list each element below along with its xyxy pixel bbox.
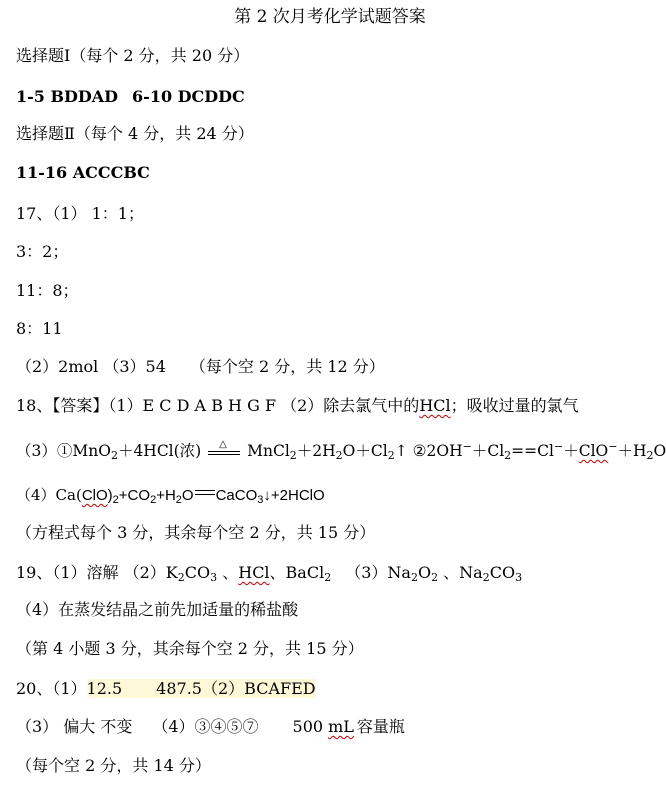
q20-part12 <box>16 678 316 700</box>
eq4-caco3: CaCO <box>215 487 258 504</box>
sub: 2 <box>110 449 118 462</box>
equals-icon <box>194 487 216 499</box>
answers-1-5: 1-5 BDDAD <box>16 87 119 106</box>
q19-score: （第 4 小题 3 分，其余每个空 2 分，共 15 分） <box>16 639 364 658</box>
q19-na2co3: 、Na <box>443 563 483 582</box>
q20-values-highlight <box>87 679 316 698</box>
sub: 3 <box>515 571 523 584</box>
q19-sep: 、 <box>222 563 239 582</box>
q18-hcl: HCl <box>419 396 451 415</box>
eq4-co2: +CO <box>118 487 151 504</box>
q18-score: （方程式每个 3 分，其余每个空 2 分，共 15 分） <box>16 523 376 542</box>
q19-na2o2: （3）Na <box>345 563 411 582</box>
sub: 2 <box>410 571 418 584</box>
sub: 2 <box>324 571 332 584</box>
eq4-o: O <box>181 487 194 504</box>
q19-co3: CO <box>489 563 516 582</box>
eq4-clo: ClO <box>81 487 108 504</box>
page-title: 第 2 次月考化学试题答案 <box>234 7 426 27</box>
q18-part12 <box>16 395 579 417</box>
eq4-hclo: ↓+2HClO <box>263 487 325 504</box>
gas-arrow: ↑ <box>394 442 408 460</box>
eq-mno2: （3）①MnO <box>16 442 111 460</box>
sub: 3 <box>210 571 218 584</box>
eq-plus-h: ＋H <box>617 442 647 460</box>
sub: 2 <box>150 494 157 506</box>
q18-equation-3 <box>16 440 666 462</box>
q19-bacl2: 、BaCl <box>269 563 325 582</box>
q20-part3: （3） 偏大 不变 <box>16 717 133 736</box>
q20-order: （2）BCAFED <box>201 679 316 698</box>
sub: 2 <box>646 449 654 462</box>
q19-hcl: HCl <box>238 563 270 582</box>
q20-prefix: 20、（1） <box>16 679 87 698</box>
eq-plus: ＋ <box>563 442 579 460</box>
sub: 2 <box>175 494 182 506</box>
eq-o: O <box>653 442 666 460</box>
q18-equation-4 <box>16 484 325 507</box>
sub: 2 <box>112 494 119 506</box>
section1-header: 选择题Ⅰ（每个 2 分，共 20 分） <box>16 46 250 65</box>
q20-flask: 容量瓶 <box>356 717 405 736</box>
eq4-ca: （4）Ca( <box>16 486 82 504</box>
eq-hcl-conc: ＋4HCl(浓) <box>117 442 202 460</box>
sub: 2 <box>431 571 439 584</box>
sub: 2 <box>482 571 490 584</box>
q19-co: CO <box>184 563 211 582</box>
delta-icon: △ <box>219 439 227 450</box>
eq-2oh: ②2OH <box>412 442 463 460</box>
section2-answers: 11-16 ACCCBC <box>16 163 150 182</box>
q17-part1: 17、（1） 1：1； <box>16 204 144 223</box>
q17-ratio-2: 3：2； <box>16 242 69 261</box>
heat-equals-icon <box>206 440 242 458</box>
q19-k2co3: 19、（1）溶解 （2）K <box>16 563 178 582</box>
eq-h2o: ＋2H <box>296 442 336 460</box>
eq-mncl2: MnCl <box>247 442 290 460</box>
q20-score: （每个空 2 分，共 14 分） <box>16 756 211 775</box>
q17-ratio-3: 11：8； <box>16 281 79 300</box>
q20-v2: 487.5 <box>156 679 202 698</box>
sub: 2 <box>335 449 343 462</box>
sub: 2 <box>387 449 395 462</box>
q20-ml: mL <box>328 717 354 736</box>
sup: − <box>462 440 472 453</box>
eq-cl-ion: ==Cl <box>511 442 554 460</box>
section2-header: 选择题Ⅱ（每个 4 分，共 24 分） <box>16 124 254 143</box>
section1-answers <box>16 86 245 108</box>
sup: − <box>608 440 618 453</box>
eq4-paren: ) <box>107 487 113 504</box>
q17-answers: （2）2mol （3）54 <box>16 357 166 376</box>
q20-part4: （4）③④⑤⑦ <box>152 717 259 736</box>
eq-cl2: O＋Cl <box>342 442 388 460</box>
sub: 2 <box>289 449 297 462</box>
sub: 3 <box>257 494 264 506</box>
q19-part4: （4）在蒸发结晶之前先加适量的稀盐酸 <box>16 600 299 619</box>
eq-plus-cl2: ＋Cl <box>471 442 505 460</box>
q18-prefix: 18、【答案】（1）E C D A B H G F （2）除去氯气中的 <box>16 396 420 415</box>
q20-v1: 12.5 <box>86 679 123 698</box>
q20-volume: 500 <box>292 717 324 736</box>
q18-suffix: ；吸收过量的氯气 <box>450 396 579 415</box>
q19-part123 <box>16 562 522 584</box>
q20-part34 <box>16 716 405 738</box>
eq4-h2o: +H <box>156 487 176 504</box>
eq-clo-ion: ClO <box>578 442 609 460</box>
q17-ratio-4: 8：11 <box>16 319 63 338</box>
q17-score: （每个空 2 分，共 12 分） <box>189 357 385 376</box>
sub: 2 <box>504 449 512 462</box>
sub: 2 <box>177 571 185 584</box>
answers-6-10: 6-10 DCDDC <box>132 87 245 106</box>
q19-o: O <box>417 563 432 582</box>
sup: − <box>553 440 564 453</box>
q17-part23 <box>16 356 385 378</box>
